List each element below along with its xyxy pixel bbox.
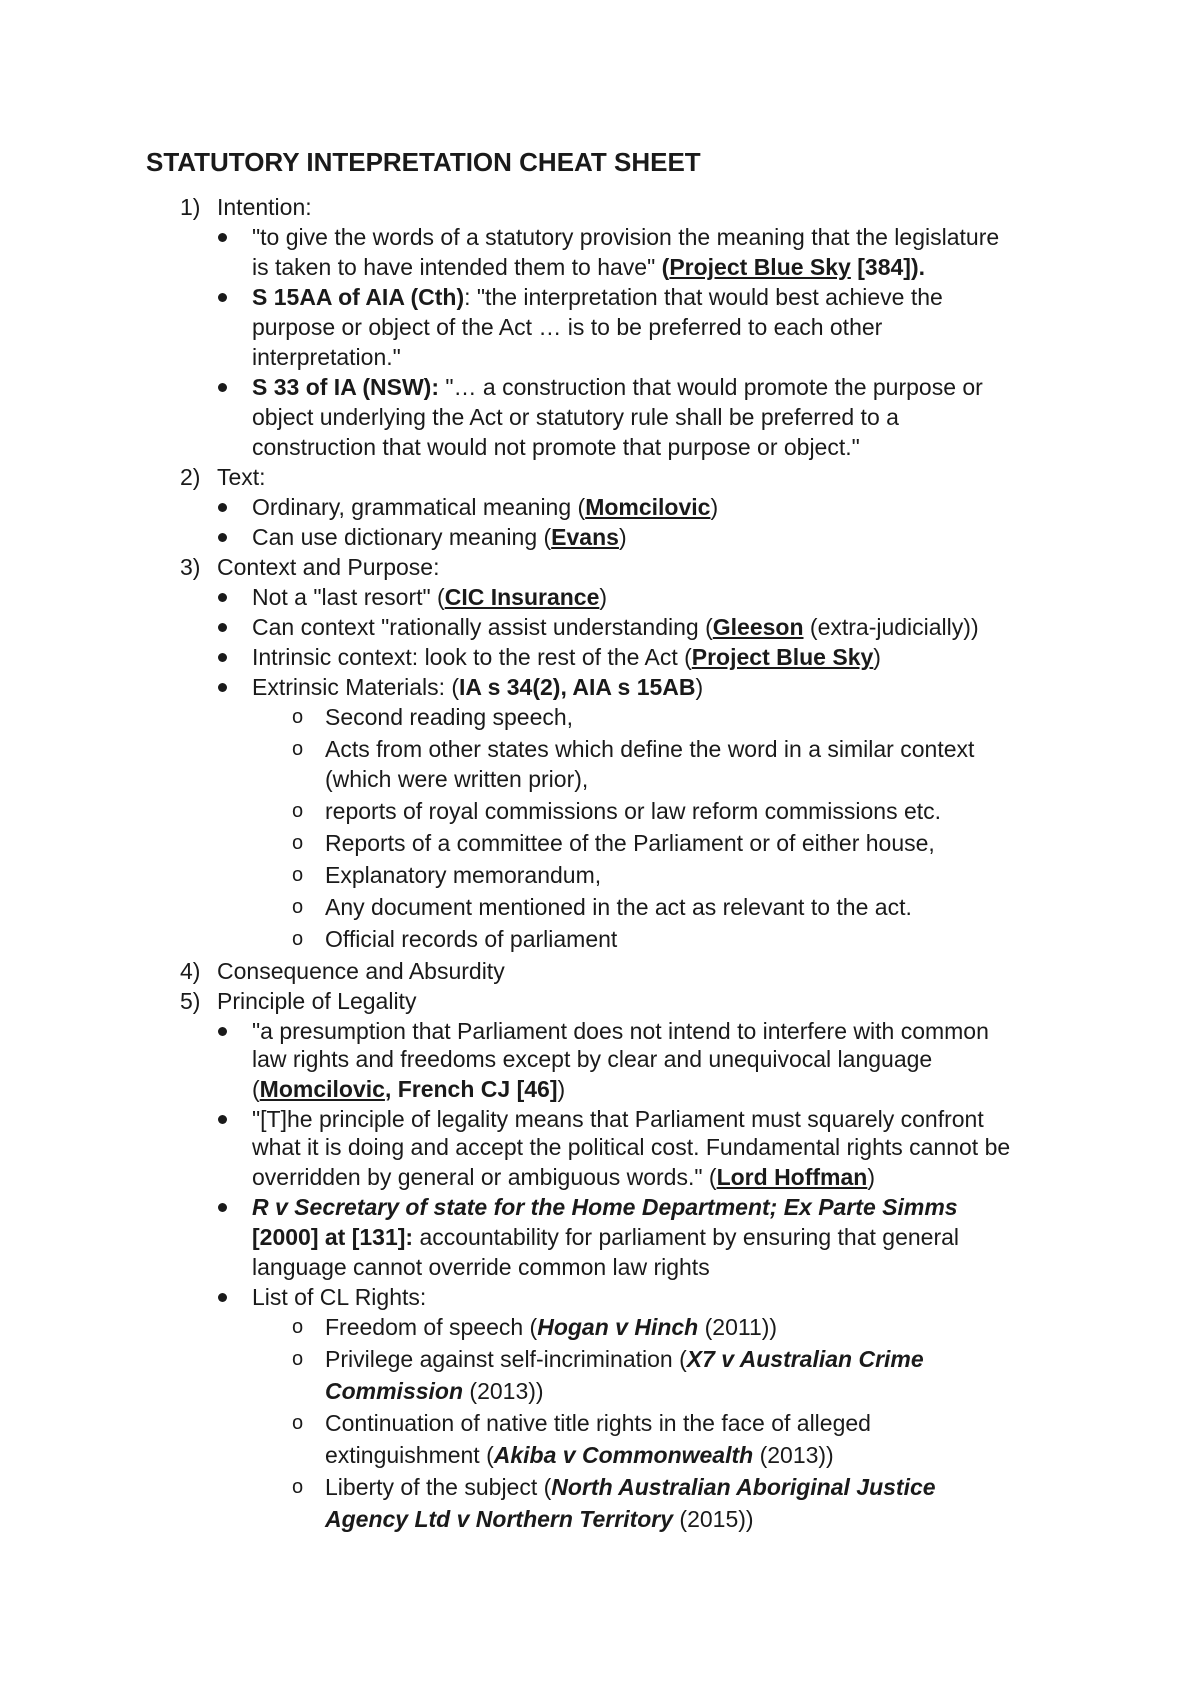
text-span: S 15AA of AIA (Cth) xyxy=(252,284,465,310)
text-span: Any document mentioned in the act as relevant to the act. xyxy=(325,894,912,920)
text-span: (extra-judicially)) xyxy=(803,614,979,640)
text-span: Liberty of the subject ( xyxy=(325,1474,552,1500)
bullet-icon xyxy=(218,293,227,302)
text-span: Akiba v Commonwealth xyxy=(493,1442,754,1468)
document-line xyxy=(252,1283,426,1311)
text-span: Can context "rationally assist understanding ( xyxy=(252,614,713,640)
case-citation-link: Momcilovic xyxy=(585,494,711,520)
case-citation-link: Lord Hoffman xyxy=(716,1164,868,1190)
text-span: Extrinsic Materials: ( xyxy=(252,674,460,700)
document-line xyxy=(217,553,439,581)
document-line xyxy=(252,1223,959,1251)
bullet-icon xyxy=(218,233,227,242)
text-span: Commission xyxy=(325,1378,464,1404)
text-span: S 33 of IA (NSW): xyxy=(252,374,439,400)
text-span: North Australian Aboriginal Justice xyxy=(551,1474,936,1500)
text-span: language cannot override common law rights xyxy=(252,1254,710,1280)
document-line xyxy=(325,1505,754,1533)
text-span: Second reading speech, xyxy=(325,704,574,730)
text-span: Context and Purpose: xyxy=(217,554,440,580)
text-span: is taken to have intended them to have" xyxy=(252,254,662,280)
text-span: overridden by general or ambiguous words." ( xyxy=(252,1164,717,1190)
text-span: Official records of parliament xyxy=(325,926,618,952)
text-span: ) xyxy=(710,494,719,520)
document-line xyxy=(252,373,983,401)
document-line xyxy=(252,1105,984,1133)
text-span: reports of royal commissions or law reform commissions etc. xyxy=(325,798,942,824)
text-span: IA s 34(2), AIA s 15AB xyxy=(459,674,696,700)
bullet-icon xyxy=(218,1203,227,1212)
document-line xyxy=(252,343,401,371)
document-line xyxy=(252,313,882,341)
document-line xyxy=(325,1377,544,1405)
text-span: law rights and freedoms except by clear and unequivocal language xyxy=(252,1046,933,1072)
sub-bullet-marker: o xyxy=(292,896,304,918)
text-span: Reports of a committee of the Parliament or of either house, xyxy=(325,830,935,856)
text-span: purpose or object of the Act … is to be preferred to each other xyxy=(252,314,883,340)
text-span: (2013)) xyxy=(463,1378,544,1404)
list-number: 1) xyxy=(180,194,201,220)
document-line xyxy=(252,493,718,521)
text-span: Principle of Legality xyxy=(217,988,417,1014)
text-span: Consequence and Absurdity xyxy=(217,958,505,984)
document-line xyxy=(325,765,588,793)
bullet-icon xyxy=(218,593,227,602)
text-span: List of CL Rights: xyxy=(252,1284,427,1310)
text-span: "a presumption that Parliament does not intend to interfere with common xyxy=(252,1018,989,1044)
text-span: "[T]he principle of legality means that Parliament must squarely confront xyxy=(252,1106,984,1132)
text-span: accountability for parliament by ensuring that general xyxy=(413,1224,960,1250)
text-span: extinguishment ( xyxy=(325,1442,494,1468)
sub-bullet-marker: o xyxy=(292,1412,304,1434)
document-line xyxy=(252,403,899,431)
list-number: 2) xyxy=(180,464,201,490)
text-span: Hogan v Hinch xyxy=(537,1314,699,1340)
text-span: "… a construction that would promote the purpose or xyxy=(438,374,983,400)
page-title: STATUTORY INTEPRETATION CHEAT SHEET xyxy=(146,147,701,177)
text-span: Not a "last resort" ( xyxy=(252,584,445,610)
document-line xyxy=(252,283,943,311)
text-span: [2000] at [131]: xyxy=(252,1224,414,1250)
document-line xyxy=(325,797,941,825)
bullet-icon xyxy=(218,623,227,632)
text-span: ) xyxy=(618,524,627,550)
bullet-icon xyxy=(218,1027,227,1036)
case-citation-link: Project Blue Sky xyxy=(691,644,874,670)
text-span: ) xyxy=(873,644,881,670)
document-line xyxy=(252,1075,565,1103)
text-span: Ordinary, grammatical meaning ( xyxy=(252,494,586,520)
sub-bullet-marker: o xyxy=(292,800,304,822)
document-line xyxy=(217,463,266,491)
text-span: ) xyxy=(557,1076,566,1102)
document-line xyxy=(325,735,974,763)
document-line xyxy=(325,893,912,921)
document-line xyxy=(252,673,703,701)
sub-bullet-marker: o xyxy=(292,832,304,854)
text-span: (which were written prior), xyxy=(325,766,589,792)
text-span: object underlying the Act or statutory rule shall be preferred to a xyxy=(252,404,899,430)
case-citation-link: Project Blue Sky xyxy=(669,254,851,280)
text-span: [384]). xyxy=(850,254,925,280)
list-number: 4) xyxy=(180,958,201,984)
text-span: "to give the words of a statutory provision the meaning that the legislature xyxy=(252,224,1000,250)
text-span: Can use dictionary meaning ( xyxy=(252,524,552,550)
document-line xyxy=(325,1313,777,1341)
sub-bullet-marker: o xyxy=(292,928,304,950)
sub-bullet-marker: o xyxy=(292,864,304,886)
document-line xyxy=(252,613,979,641)
bullet-icon xyxy=(218,653,227,662)
list-number: 5) xyxy=(180,988,201,1014)
bullet-icon xyxy=(218,383,227,392)
text-span: Text: xyxy=(217,464,266,490)
text-span: ) xyxy=(867,1164,876,1190)
text-span: Privilege against self-incrimination ( xyxy=(325,1346,687,1372)
document-line xyxy=(325,1409,871,1437)
document-line xyxy=(252,1133,1010,1161)
bullet-icon xyxy=(218,1293,227,1302)
sub-bullet-marker: o xyxy=(292,1476,304,1498)
bullet-icon xyxy=(218,1115,227,1124)
text-span: Intrinsic context: look to the rest of the Act ( xyxy=(252,644,692,670)
text-span: X7 v Australian Crime xyxy=(686,1346,924,1372)
document-line xyxy=(325,829,935,857)
text-span: (2015)) xyxy=(673,1506,754,1532)
text-span: (2013)) xyxy=(753,1442,834,1468)
document-line xyxy=(325,1473,936,1501)
bullet-icon xyxy=(218,503,227,512)
text-span: (2011)) xyxy=(698,1314,778,1340)
document-line xyxy=(252,523,627,551)
document-line xyxy=(217,987,416,1015)
document-line xyxy=(252,223,999,251)
text-span: what it is doing and accept the political cost. Fundamental rights cannot be xyxy=(252,1134,1011,1160)
document-line xyxy=(252,1017,989,1045)
document-line xyxy=(252,433,860,461)
document-line xyxy=(325,861,601,889)
text-span: , French CJ [46] xyxy=(384,1076,558,1102)
text-span: : "the interpretation that would best achieve the xyxy=(464,284,943,310)
text-span: Intention: xyxy=(217,194,312,220)
list-number: 3) xyxy=(180,554,201,580)
text-span: ( xyxy=(252,1076,260,1102)
document-line xyxy=(252,1163,875,1191)
text-span: Agency Ltd v Northern Territory xyxy=(325,1506,674,1532)
document-line xyxy=(252,1193,958,1221)
text-span: ) xyxy=(695,674,704,700)
case-citation-link: Momcilovic xyxy=(259,1076,385,1102)
document-line xyxy=(252,1253,710,1281)
document-line xyxy=(252,1045,932,1073)
case-citation-link: CIC Insurance xyxy=(444,584,600,610)
sub-bullet-marker: o xyxy=(292,738,304,760)
text-span: Explanatory memorandum, xyxy=(325,862,602,888)
case-citation-link: Evans xyxy=(551,524,619,550)
text-span: construction that would not promote that purpose or object." xyxy=(252,434,860,460)
document-line xyxy=(325,925,617,953)
document-line xyxy=(217,193,312,221)
text-span: ( xyxy=(661,254,670,280)
document-line xyxy=(325,1345,924,1373)
document-line xyxy=(252,253,925,281)
document-line xyxy=(325,1441,834,1469)
text-span: Freedom of speech ( xyxy=(325,1314,538,1340)
document-line xyxy=(217,957,505,985)
document-line xyxy=(252,643,881,671)
text-span: Continuation of native title rights in the face of alleged xyxy=(325,1410,871,1436)
text-span: ) xyxy=(599,584,608,610)
text-span: interpretation." xyxy=(252,344,401,370)
case-citation-link: Gleeson xyxy=(712,614,804,640)
document-line xyxy=(252,583,607,611)
bullet-icon xyxy=(218,533,227,542)
bullet-icon xyxy=(218,683,227,692)
text-span: R v Secretary of state for the Home Department; Ex Parte Simms xyxy=(252,1194,958,1220)
sub-bullet-marker: o xyxy=(292,1348,304,1370)
document-line xyxy=(325,703,573,731)
text-span: Acts from other states which define the word in a similar context xyxy=(325,736,975,762)
sub-bullet-marker: o xyxy=(292,1316,304,1338)
sub-bullet-marker: o xyxy=(292,706,304,728)
